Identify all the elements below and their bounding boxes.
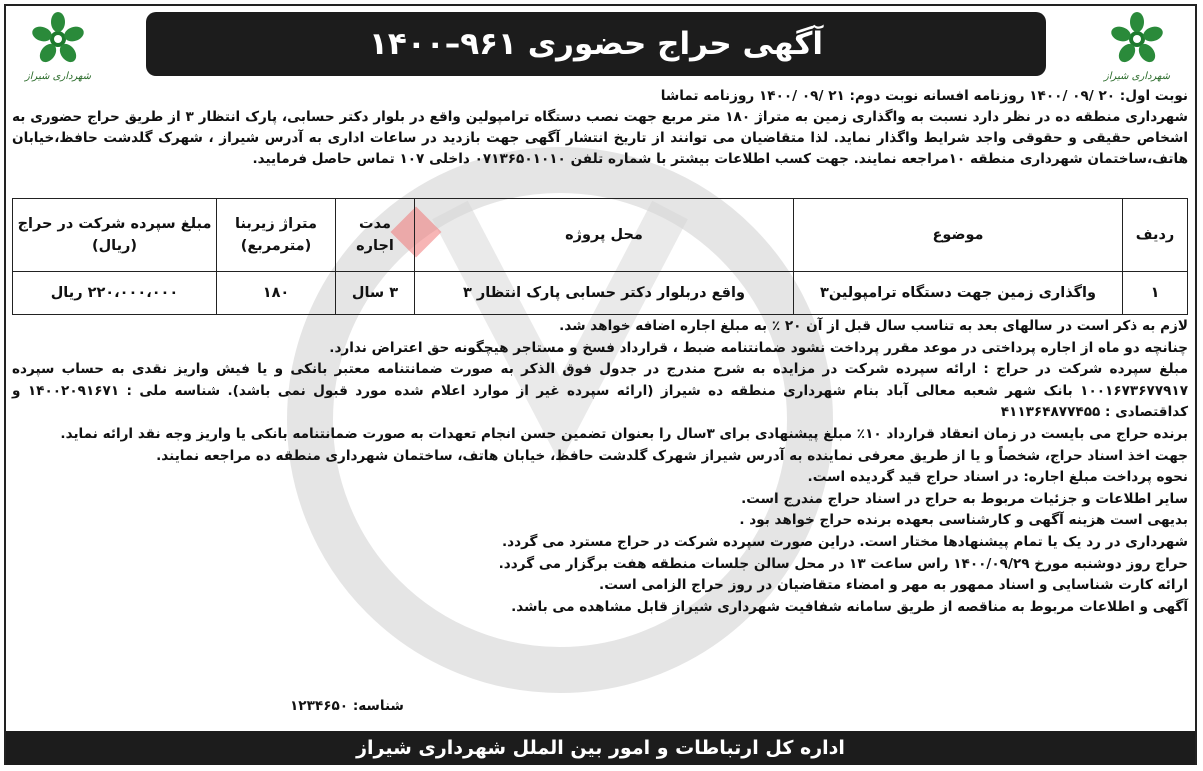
- condition-line: شهرداری در رد یک یا تمام پیشنهادها مختار است. دراین صورت سپرده شرکت در حراج مسترد می گردد.: [501, 533, 1188, 550]
- title-banner: [146, 12, 1046, 76]
- project-table: [12, 198, 1188, 315]
- condition-line: نحوه پرداخت مبلغ اجاره: در اسناد حراج قید گردیده است.: [807, 469, 1188, 486]
- condition-line: سایر اطلاعات و جزئیات مربوط به حراج در اسناد حراج مندرج است.: [741, 490, 1188, 507]
- condition-line: مبلغ سپرده شرکت در حراج : ارائه سپرده شرکت در مزایده به شرح مندرج در جدول فوق الذکر به صورت ضمانتنامه معتبر بانکی و یا فیش واریز نقدی به حساب سپرده ۱۰۰۱۶۷۳۶۷۷۹۱۷ بانک شهر شعبه معالی آباد بنام شهرداری منطقه ده شیراز (ارائه سپرده غیر از موارد اعلام شده مورد قبول نمی باشد). شناسه ملی : ۱۴۰۰۲۰۹۱۶۷۱ و کداقتصادی : ۴۱۱۳۶۴۸۷۷۴۵۵: [12, 361, 1189, 421]
- page-title: آگهی حراج حضوری ۹۶۱–۱۴۰۰: [369, 26, 823, 62]
- intro-paragraph: شهرداری منطقه ده در نظر دارد نسبت به واگذاری زمین به متراژ ۱۸۰ متر مربع جهت نصب دستگاه ترامپولین واقع در بلوار دکتر حسابی، پارک انتظار ۳ از طریق حراج حضوری به اشخاص حقیقی و حقوقی واجد شرایط واگذار نماید. لذا متقاضیان می توانند از تاریخ انتشار آگهی جهت بازدید در ساعات اداری به آدرس شیراز ، شهرک گلدشت حافظ،خیابان هاتف،ساختمان شهرداری منطقه ۱۰مراجعه نمایند. جهت کسب اطلاعات بیشتر با شماره تلفن ۰۷۱۳۶۵۰۱۰۱۰ داخلی ۱۰۷ تماس حاصل فرمایید.: [12, 109, 1188, 167]
- condition-line: حراج روز دوشنبه مورخ ۱۴۰۰/۰۹/۲۹ راس ساعت ۱۳ در محل سالن جلسات منطقه هفت برگزار می گردد.: [498, 555, 1188, 572]
- column-header: محل پروژه: [415, 199, 794, 272]
- condition-line: ارائه کارت شناسایی و اسناد ممهور به مهر و امضاء متقاضیان در روز حراج الزامی است.: [599, 577, 1188, 594]
- shiraz-logo-left: [18, 12, 98, 82]
- column-header: موضوع: [794, 199, 1123, 272]
- table-cell: ۱۸۰: [217, 272, 336, 315]
- table-row: [13, 272, 1188, 315]
- header: [6, 6, 1195, 83]
- table-cell: ۲۲۰،۰۰۰،۰۰۰ ریال: [13, 272, 217, 315]
- condition-line: آگهی و اطلاعات مربوط به مناقصه از طریق سامانه شفافیت شهرداری شیراز قابل مشاهده می باشد.: [511, 598, 1188, 615]
- table-header-row: [13, 199, 1188, 272]
- column-header: متراژ زیربنا (مترمربع): [217, 199, 336, 272]
- column-header: مبلغ سپرده شرکت در حراج (ریال): [13, 199, 217, 272]
- logo-caption: شهرداری شیراز: [1103, 71, 1171, 82]
- logo-caption: شهرداری شیراز: [24, 71, 92, 82]
- footer-banner: [6, 731, 1195, 765]
- conditions: [12, 316, 1188, 618]
- column-header: مدت اجاره: [336, 199, 415, 272]
- condition-line: برنده حراج می بایست در زمان انعقاد قرارداد ۱۰٪ مبلغ پیشنهادی برای ۳سال را بعنوان تضمین حسن انجام تعهدات به صورت ضمانتنامه بانکی یا واریز وجه نقد ارائه نماید.: [60, 425, 1188, 442]
- condition-line: جهت اخذ اسناد حراج، شخصاً و یا از طریق معرفی نماینده به آدرس شیراز شهرک گلدشت حافظ، خیابان هاتف، ساختمان شهرداری منطقه ده مراجعه نمایند.: [156, 447, 1188, 464]
- shiraz-logo-right: [1097, 12, 1177, 82]
- condition-line: چنانچه دو ماه از اجاره پرداختی در موعد مقرر پرداخت نشود ضمانتنامه ضبط ، قرارداد فسخ و مستاجر هیچگونه حق اعتراض ندارد.: [329, 339, 1188, 356]
- notice-id: شناسه: ۱۲۳۴۶۵۰: [290, 698, 404, 714]
- publication-dates: نوبت اول: ۲۰ /۰۹ /۱۴۰۰ روزنامه افسانه نوبت دوم: ۲۱ /۰۹ /۱۴۰۰ روزنامه تماشا: [660, 88, 1188, 104]
- column-header: ردیف: [1123, 199, 1188, 272]
- condition-line: بدیهی است هزینه آگهی و کارشناسی بعهده برنده حراج خواهد بود .: [739, 512, 1188, 529]
- footer-text: اداره کل ارتباطات و امور بین الملل شهرداری شیراز: [356, 737, 845, 759]
- table-cell: واقع دربلوار دکتر حسابی پارک انتظار ۳: [415, 272, 794, 315]
- condition-line: لازم به ذکر است در سالهای بعد به تناسب سال قبل از آن ۲۰ ٪ به مبلغ اجاره اضافه خواهد شد.: [559, 318, 1188, 334]
- table-cell: ۱: [1123, 272, 1188, 315]
- table-cell: ۳ سال: [336, 272, 415, 315]
- intro: [12, 86, 1188, 170]
- table-cell: واگذاری زمین جهت دستگاه ترامپولین۳: [794, 272, 1123, 315]
